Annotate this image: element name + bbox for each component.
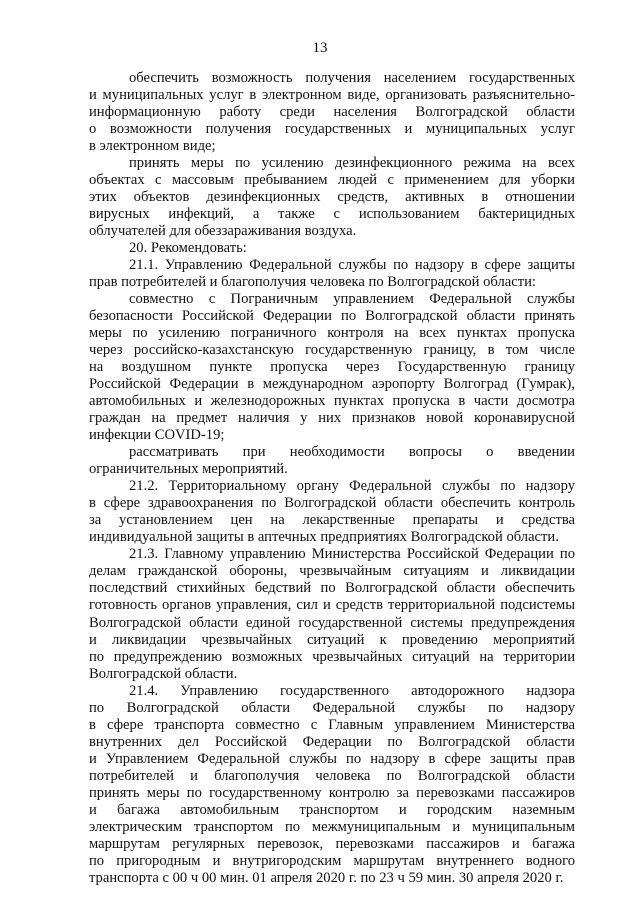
text-line: в электронном виде; bbox=[89, 138, 216, 155]
text-line: потребителей и благополучия человека по Волгоградской области bbox=[89, 767, 575, 784]
text-line: на воздушном пункте пропуска через Государственную границу bbox=[89, 359, 575, 376]
text-line: 21.2. Территориальному органу Федеральной службы по надзору bbox=[129, 478, 575, 495]
paragraph-p1 bbox=[89, 70, 575, 155]
text-line: маршрутам регулярных перевозок, перевозками пассажиров и багажа bbox=[89, 835, 575, 852]
paragraph-p8 bbox=[89, 546, 575, 682]
text-line: и Управлением Федеральной службы по надзору в сфере защиты прав bbox=[89, 750, 575, 767]
text-line: делам гражданской обороны, чрезвычайным ситуациям и ликвидации bbox=[89, 563, 575, 580]
paragraph-p9 bbox=[89, 683, 575, 887]
text-line: Российской Федерации в международном аэропорту Волгоград (Гумрак), bbox=[89, 376, 575, 393]
text-line: граждан на предмет наличия у них признаков новой коронавирусной bbox=[89, 410, 575, 427]
text-line: последствий стихийных бедствий по Волгоградской области обеспечить bbox=[89, 580, 575, 597]
text-line: прав потребителей и благополучия человека по Волгоградской области: bbox=[89, 274, 536, 291]
text-line: по предупреждению возможных чрезвычайных ситуаций на территории bbox=[89, 648, 575, 665]
text-line: 21.1. Управлению Федеральной службы по надзору в сфере защиты bbox=[129, 257, 575, 274]
text-line: инфекции COVID-19; bbox=[89, 427, 225, 444]
text-line: рассматривать при необходимости вопросы о введении bbox=[129, 444, 575, 461]
text-line: 21.3. Главному управлению Министерства Российской Федерации по bbox=[129, 546, 575, 563]
paragraph-p3 bbox=[89, 240, 575, 257]
text-line: готовность органов управления, сил и средств территориальной подсистемы bbox=[89, 597, 575, 614]
text-line: транспорта с 00 ч 00 мин. 01 апреля 2020 г. по 23 ч 59 мин. 30 апреля 2020 г. bbox=[89, 869, 564, 886]
text-line: вирусных инфекций, а также с использованием бактерицидных bbox=[89, 206, 575, 223]
text-line: совместно с Пограничным управлением Федеральной службы bbox=[129, 291, 575, 308]
text-line: принять меры по усилению дезинфекционного режима на всех bbox=[129, 155, 575, 172]
paragraph-p5 bbox=[89, 291, 575, 444]
text-line: электрическим транспортом по межмуниципальным и муниципальным bbox=[89, 818, 575, 835]
text-line: информационную работу среди населения Волгоградской области bbox=[89, 104, 575, 121]
paragraph-p2 bbox=[89, 155, 575, 240]
text-line: внутренних дел Российской Федерации по Волгоградской области bbox=[89, 733, 575, 750]
text-line: в сфере здравоохранения по Волгоградской области обеспечить контроль bbox=[89, 495, 575, 512]
text-line: за установлением цен на лекарственные препараты и средства bbox=[89, 512, 575, 529]
text-line: и ликвидации чрезвычайных ситуаций к проведению мероприятий bbox=[89, 631, 575, 648]
document-body bbox=[89, 70, 575, 887]
text-line: через российско-казахстанскую государственную границу, в том числе bbox=[89, 342, 575, 359]
text-line: и багажа автомобильным транспортом и городским наземным bbox=[89, 801, 575, 818]
paragraph-p6 bbox=[89, 444, 575, 478]
text-line: безопасности Российской Федерации по Волгоградской области принять bbox=[89, 308, 575, 325]
text-line: обеспечить возможность получения населением государственных bbox=[129, 70, 575, 86]
text-line: по пригородным и внутригородским маршрутам внутреннего водного bbox=[89, 852, 575, 869]
text-line: 21.4. Управлению государственного автодорожного надзора bbox=[129, 682, 575, 699]
text-line: объектах с массовым пребыванием людей с применением для уборки bbox=[89, 172, 575, 189]
paragraph-p7 bbox=[89, 478, 575, 546]
text-line: о возможности получения государственных и муниципальных услуг bbox=[89, 121, 575, 138]
text-line: и муниципальных услуг в электронном виде, организовать разъяснительно- bbox=[89, 87, 575, 104]
text-line: принять меры по государственному контролю за перевозками пассажиров bbox=[89, 784, 575, 801]
text-line: индивидуальной защиты в аптечных предприятиях Волгоградской области. bbox=[89, 529, 559, 546]
page-number: 13 bbox=[312, 40, 328, 56]
text-line: меры по усилению пограничного контроля на всех пунктах пропуска bbox=[89, 325, 575, 342]
text-line: Волгоградской области единой государственной системы предупреждения bbox=[89, 614, 575, 631]
text-line: автомобильных и железнодорожных пунктах пропуска в части досмотра bbox=[89, 393, 575, 410]
text-line: по Волгоградской области Федеральной службы по надзору bbox=[89, 699, 575, 716]
text-line: 20. Рекомендовать: bbox=[129, 240, 247, 257]
paragraph-p4 bbox=[89, 257, 575, 291]
text-line: этих объектов дезинфекционных средств, активных в отношении bbox=[89, 189, 575, 206]
text-line: облучателей для обеззараживания воздуха. bbox=[89, 223, 357, 240]
text-line: ограничительных мероприятий. bbox=[89, 461, 288, 478]
text-line: в сфере транспорта совместно с Главным управлением Министерства bbox=[89, 716, 575, 733]
text-line: Волгоградской области. bbox=[89, 665, 238, 682]
